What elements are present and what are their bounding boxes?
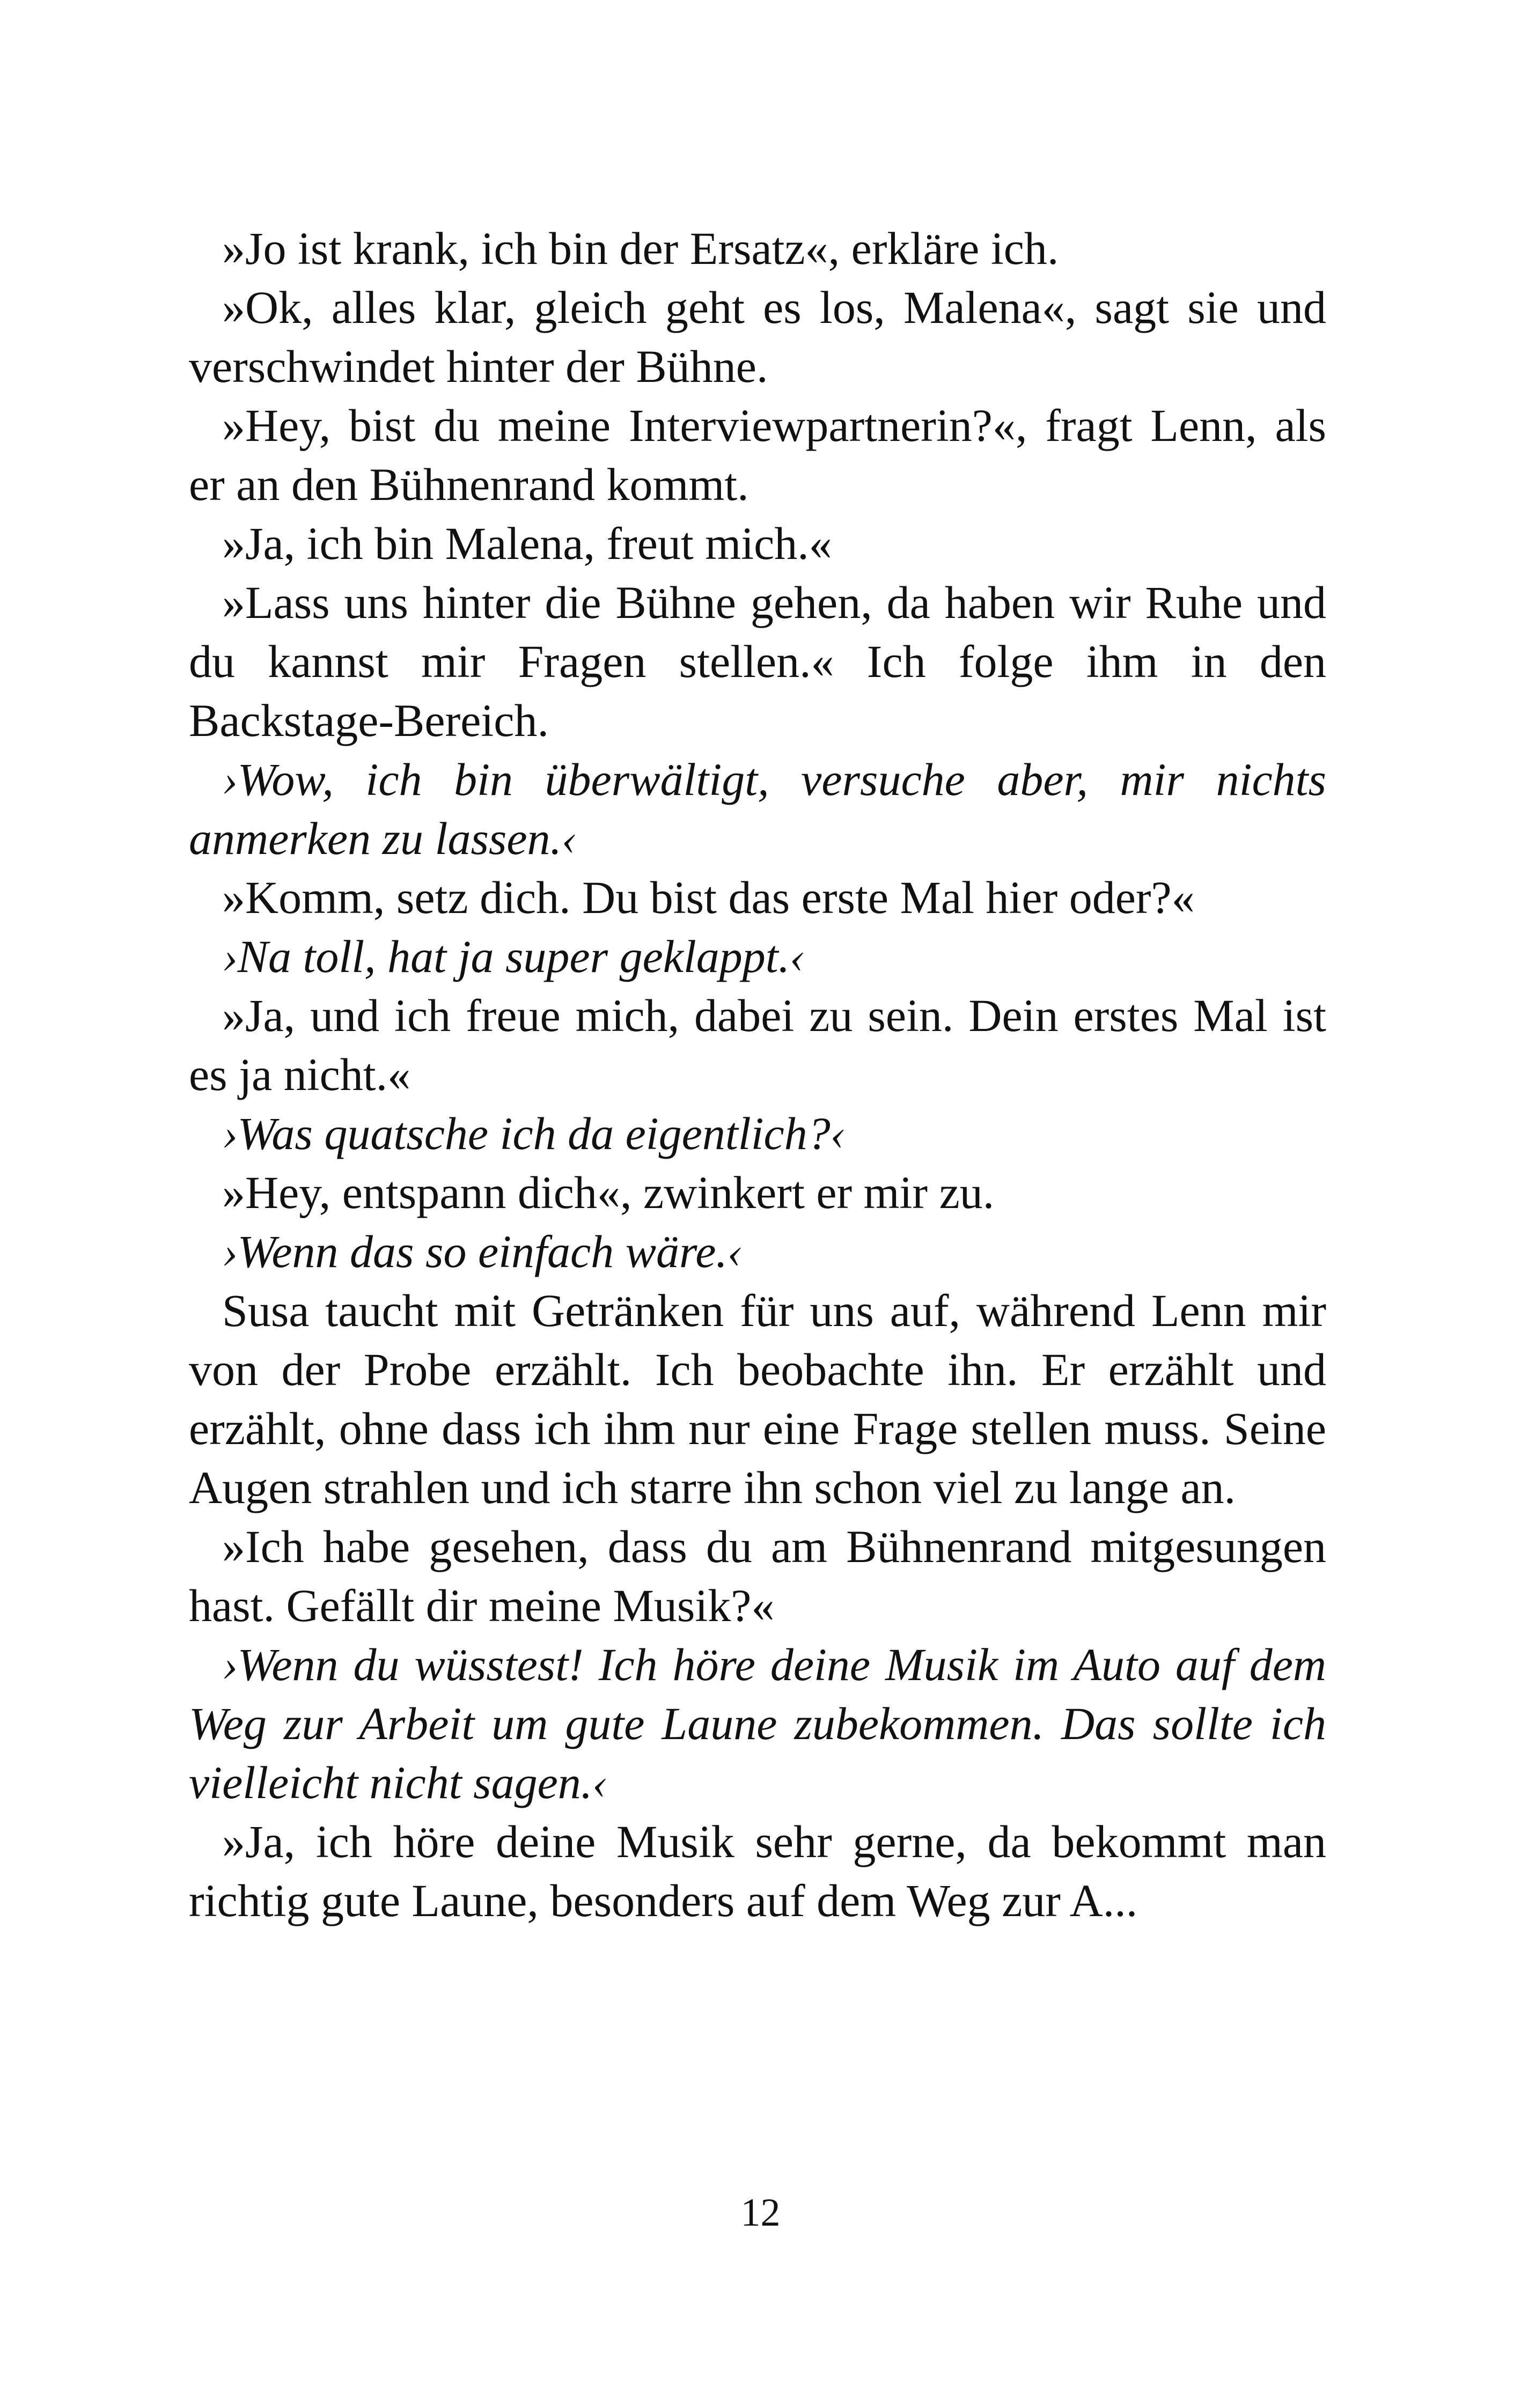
- paragraph-6-thought: ›Wow, ich bin überwältigt, versuche aber, mir nichts anmerken zu lassen.‹: [189, 754, 1326, 864]
- paragraph-8-thought: ›Na toll, hat ja super geklappt.‹: [222, 931, 805, 982]
- paragraph-14: »Ich habe gesehen, dass du am Bühnenrand mitgesungen hast. Gefällt dir meine Musik?«: [189, 1521, 1326, 1631]
- paragraph-15-thought: ›Wenn du wüsstest! Ich höre deine Musik im Auto auf dem Weg zur Arbeit um gute Laune zubekommen. Das sollte ich vielleicht nicht sagen.‹: [189, 1639, 1326, 1808]
- paragraph-12-thought: ›Wenn das so einfach wäre.‹: [222, 1226, 743, 1277]
- book-page-body: [189, 219, 1326, 1930]
- paragraph-11: »Hey, entspann dich«, zwinkert er mir zu.: [222, 1167, 995, 1218]
- page-number: 12: [740, 2191, 781, 2235]
- paragraph-7: »Komm, setz dich. Du bist das erste Mal hier oder?«: [222, 872, 1195, 923]
- paragraph-9: »Ja, und ich freue mich, dabei zu sein. Dein erstes Mal ist es ja nicht.«: [189, 990, 1326, 1100]
- paragraph-10-thought: ›Was quatsche ich da eigentlich?‹: [222, 1108, 846, 1159]
- paragraph-4: »Ja, ich bin Malena, freut mich.«: [222, 518, 832, 569]
- paragraph-16: »Ja, ich höre deine Musik sehr gerne, da bekommt man richtig gute Laune, besonders auf dem Weg zur A...: [189, 1816, 1326, 1926]
- paragraph-3: »Hey, bist du meine Interviewpartnerin?«, fragt Lenn, als er an den Bühnenrand kommt.: [189, 400, 1326, 510]
- paragraph-13-narration: Susa taucht mit Getränken für uns auf, während Lenn mir von der Probe erzählt. Ich beobachte ihn. Er erzählt und erzählt, ohne dass ich ihm nur eine Frage stellen muss. Seine Augen strahlen und ich starre ihn schon viel zu lange an.: [189, 1285, 1326, 1513]
- paragraph-1: »Jo ist krank, ich bin der Ersatz«, erkläre ich.: [222, 223, 1059, 274]
- paragraph-5: »Lass uns hinter die Bühne gehen, da haben wir Ruhe und du kannst mir Fragen stellen.« Ich folge ihm in den Backstage-Bereich.: [189, 577, 1326, 746]
- paragraph-2: »Ok, alles klar, gleich geht es los, Malena«, sagt sie und verschwindet hinter der Bühne.: [189, 282, 1326, 392]
